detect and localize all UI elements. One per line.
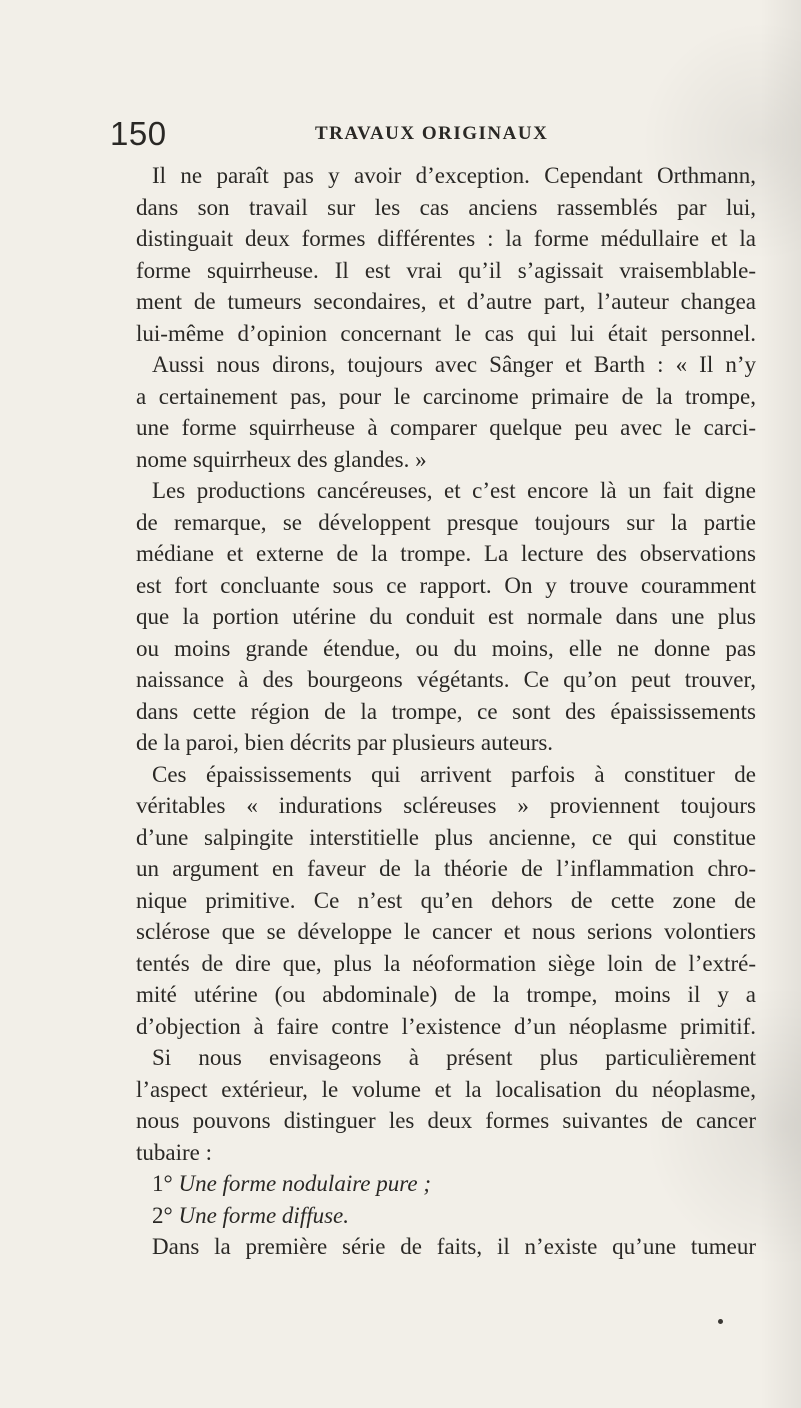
text-line: distinguait deux formes différentes : la forme médullaire et la: [136, 226, 756, 251]
text-line: nome squirrheux des glandes. »: [136, 446, 427, 472]
text-line: dans cette région de la trompe, ce sont des épaississements: [136, 698, 756, 724]
text-line: sclérose que se développe le cancer et nous serions volontiers: [136, 919, 756, 944]
text-line: de remarque, se développent presque toujours sur la partie: [136, 509, 756, 535]
text-line: lui-même d’opinion concernant le cas qui lui était personnel.: [136, 320, 756, 346]
text-line: d’objection à faire contre l’existence d’un néoplasme primitif.: [136, 1013, 756, 1039]
text-line: Il ne paraît pas y avoir d’exception. Cependant Orthmann,: [152, 163, 756, 188]
text-line: Ces épaississements qui arrivent parfois à constituer de: [152, 761, 756, 787]
text-line: Les productions cancéreuses, et c’est encore là un fait digne: [152, 478, 756, 503]
text-line: de la paroi, bien décrits par plusieurs auteurs.: [136, 730, 554, 755]
text-line: véritables « indurations scléreuses » proviennent toujours: [136, 793, 756, 818]
text-line: ou moins grande étendue, ou du moins, elle ne donne pas: [136, 635, 756, 661]
page-number: 150: [110, 115, 167, 152]
text-line: est fort concluante sous ce rapport. On y trouve couramment: [136, 572, 756, 598]
page-header: [110, 117, 770, 151]
text-line: une forme squirrheuse à comparer quelque peu avec le carci-: [136, 415, 756, 440]
text-line: nous pouvons distinguer les deux formes suivantes de cancer: [136, 1108, 756, 1133]
text-line: dans son travail sur les cas anciens rassemblés par lui,: [136, 194, 756, 220]
text-line: [136, 1168, 756, 1200]
text-line: forme squirrheuse. Il est vrai qu’il s’agissait vraisemblable-: [136, 257, 756, 283]
text-line: un argument en faveur de la théorie de l’inflammation chro-: [136, 856, 756, 881]
body-text: [136, 160, 756, 1263]
text-line: que la portion utérine du conduit est normale dans une plus: [136, 604, 756, 629]
text-line: Si nous envisageons à présent plus particulièrement: [152, 1045, 756, 1070]
text-line: d’une salpingite interstitielle plus ancienne, ce qui constitue: [136, 824, 756, 850]
running-title: TRAVAUX ORIGINAUX: [315, 123, 549, 144]
text-line: [136, 1200, 756, 1232]
text-line: ment de tumeurs secondaires, et d’autre part, l’auteur changea: [136, 289, 756, 314]
text-line: a certainement pas, pour le carcinome primaire de la trompe,: [136, 383, 756, 409]
list-marker: 2°: [152, 1202, 179, 1228]
text-line: tubaire :: [136, 1139, 212, 1165]
text-line: mité utérine (ou abdominale) de la trompe, moins il y a: [136, 982, 756, 1007]
text-line: médiane et externe de la trompe. La lecture des observations: [136, 541, 756, 566]
text-line: l’aspect extérieur, le volume et la localisation du néoplasme,: [136, 1076, 756, 1102]
text-line: nique primitive. Ce n’est qu’en dehors de cette zone de: [136, 887, 756, 913]
text-line: tentés de dire que, plus la néoformation siège loin de l’extré-: [136, 950, 756, 976]
list-item-text: Une forme diffuse.: [178, 1202, 350, 1228]
text-line: Dans la première série de faits, il n’existe qu’une tumeur: [152, 1234, 756, 1259]
list-item-text: Une forme nodulaire pure ;: [178, 1171, 431, 1196]
text-line: Aussi nous dirons, toujours avec Sânger et Barth : « Il n’y: [152, 352, 756, 377]
text-line: naissance à des bourgeons végétants. Ce qu’on peut trouver,: [136, 667, 756, 692]
ink-speck: [718, 1319, 723, 1324]
list-marker: 1°: [152, 1171, 179, 1196]
